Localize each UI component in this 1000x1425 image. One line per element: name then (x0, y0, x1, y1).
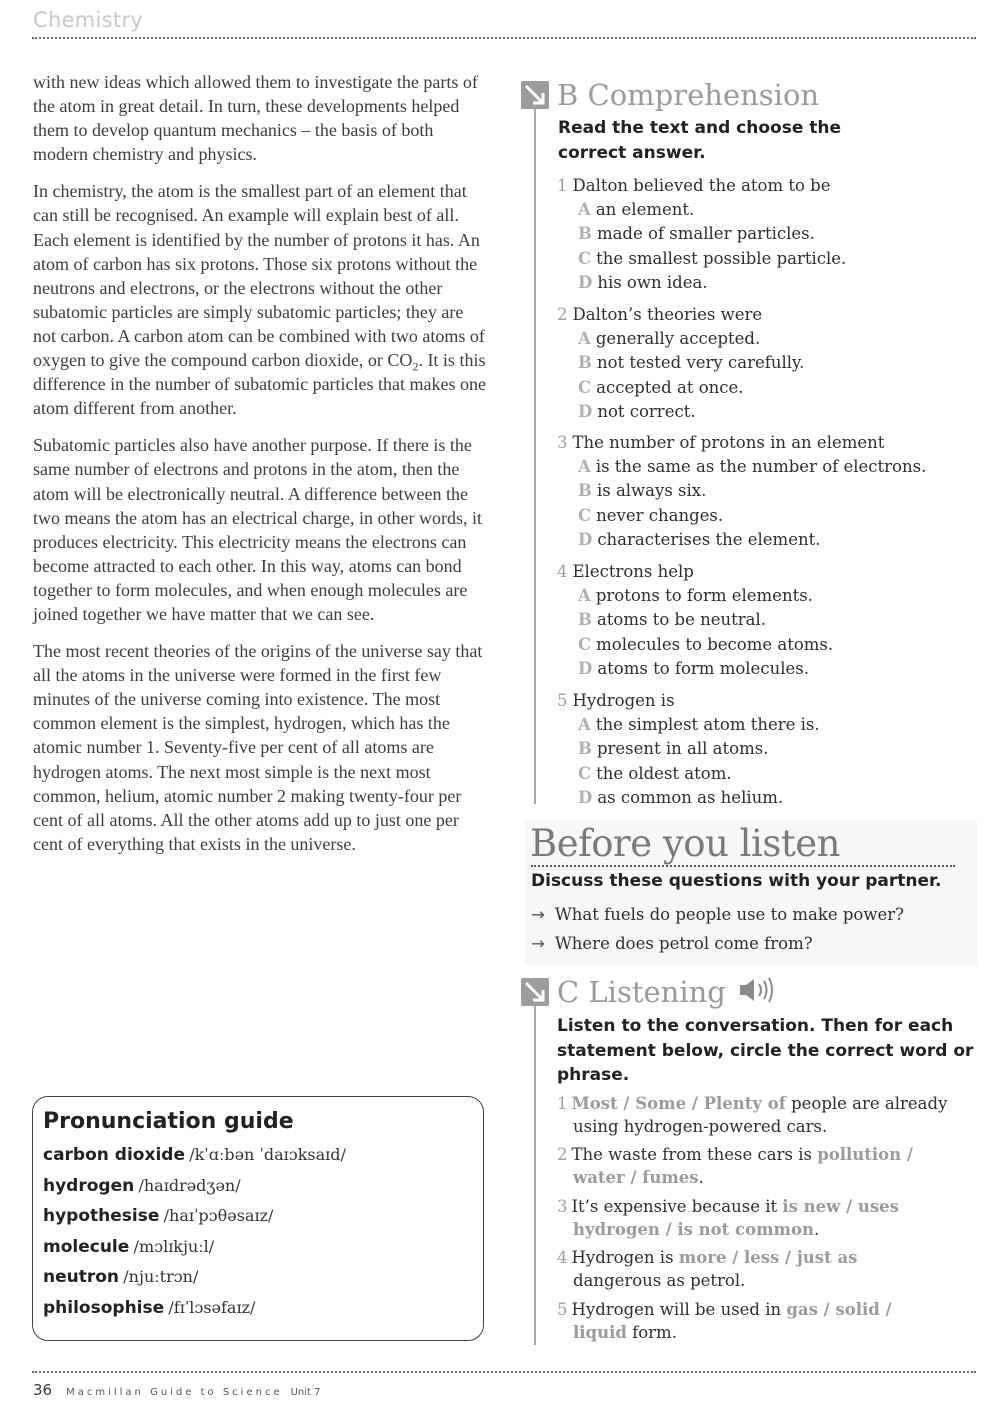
answer-option[interactable] (557, 786, 820, 810)
answer-choices[interactable]: hydrogen / is not common (573, 1220, 815, 1239)
paragraph: Subatomic particles also have another purpose. If there is the same number of electrons and protons in the atom, then the atom will be electronically neutral. A difference between the two means the atom has an electrical charge, in other words, it produces electricity. This electricity means the electrons can become attracted to each other. In this way, atoms can bond together to form molecules, and when enough molecules are joined together we have matter that we can see. (33, 435, 483, 624)
option-text: generally accepted. (595, 329, 761, 349)
comprehension-heading (521, 78, 819, 112)
entry-word: neutron (43, 1267, 120, 1288)
unit-label: Unit 7 (290, 1387, 321, 1398)
item-text: form. (626, 1323, 677, 1342)
item-number: 1 (557, 1094, 568, 1113)
option-text: is the same as the number of electrons. (595, 457, 927, 477)
option-text: accepted at once. (596, 377, 744, 397)
speaker-icon[interactable] (738, 975, 780, 1009)
answer-option[interactable] (557, 737, 820, 761)
question-stem: Hydrogen is (572, 691, 675, 710)
discussion-question (531, 905, 904, 924)
item-text: Hydrogen is (571, 1248, 679, 1267)
answer-option[interactable] (557, 376, 804, 400)
option-text: the simplest atom there is. (595, 715, 820, 735)
item-text: . (814, 1220, 820, 1239)
answer-option[interactable] (557, 713, 820, 737)
section-vertical-rule (534, 1005, 536, 1345)
answer-option[interactable] (557, 198, 846, 222)
answer-choices[interactable]: water / fumes (573, 1168, 699, 1187)
section-arrow-icon (521, 978, 549, 1006)
answer-option[interactable] (557, 657, 833, 681)
option-letter: D (578, 529, 593, 549)
option-text: atoms to form molecules. (597, 658, 809, 678)
question-stem: The number of protons in an element (572, 433, 885, 452)
question-4 (557, 560, 833, 681)
page-number: 36 (33, 1381, 53, 1399)
page-footer (33, 1381, 321, 1399)
option-text: the oldest atom. (596, 763, 732, 783)
listening-item-1 (557, 1092, 977, 1138)
option-letter: D (578, 272, 593, 292)
entry-word: hypothesise (43, 1206, 160, 1227)
section-vertical-rule (534, 106, 536, 804)
item-text: It’s expensive because it (571, 1197, 783, 1216)
item-number: 3 (557, 1197, 568, 1216)
before-listen-title: Before you listen (530, 822, 840, 865)
item-continuation (557, 1115, 977, 1138)
entry-word: hydrogen (43, 1175, 135, 1196)
item-text: . (698, 1168, 704, 1187)
answer-option[interactable] (557, 455, 926, 479)
paragraph: with new ideas which allowed them to investigate the parts of the atom in great detail. In turn, these developments helped them to develop quantum mechanics – the basis of both modern chemistry and physics. (33, 72, 478, 165)
question-number: 3 (557, 433, 568, 452)
item-continuation (557, 1166, 977, 1189)
entry-ipa: /mɔlɪkjuːl/ (133, 1236, 215, 1256)
discussion-question (531, 934, 813, 953)
book-title: Macmillan Guide to Science (66, 1387, 283, 1398)
answer-option[interactable] (557, 222, 846, 246)
item-number: 2 (557, 1145, 568, 1164)
answer-option[interactable] (557, 608, 833, 632)
pronunciation-title: Pronunciation guide (43, 1109, 294, 1134)
item-continuation (557, 1218, 977, 1241)
question-number: 4 (557, 562, 568, 581)
answer-option[interactable] (557, 584, 833, 608)
comprehension-instruction: Read the text and choose the correct answer. (558, 118, 842, 163)
item-continuation (557, 1269, 977, 1292)
answer-choices[interactable]: Most / Some / Plenty of (571, 1094, 786, 1113)
entry-word: molecule (43, 1236, 130, 1257)
option-letter: A (578, 715, 591, 735)
entry-ipa: /haɪˈpɔθəsaɪz/ (163, 1206, 274, 1226)
answer-choices[interactable]: is new / uses (782, 1197, 899, 1216)
option-letter: D (578, 401, 593, 421)
answer-option[interactable] (557, 479, 926, 503)
question-stem: Dalton believed the atom to be (572, 176, 831, 195)
option-letter: B (578, 481, 592, 501)
option-letter: D (578, 787, 593, 807)
pronunciation-entry (43, 1171, 473, 1202)
answer-choices[interactable]: liquid (573, 1323, 627, 1342)
answer-option[interactable] (557, 351, 804, 375)
header-dotted-rule (32, 37, 976, 39)
option-letter: D (578, 658, 593, 678)
option-letter: B (578, 353, 592, 373)
item-number: 4 (557, 1248, 568, 1267)
chemical-formula (387, 350, 419, 374)
option-text: his own idea. (597, 272, 708, 292)
item-text: The waste from these cars is (571, 1145, 818, 1164)
option-text: molecules to become atoms. (596, 634, 834, 654)
question-3 (557, 431, 926, 552)
item-text: dangerous as petrol. (573, 1271, 746, 1290)
option-text: an element. (595, 200, 695, 220)
before-listen-instruction: Discuss these questions with your partner. (531, 871, 942, 891)
answer-option[interactable] (557, 762, 820, 786)
option-text: as common as helium. (597, 787, 784, 807)
question-text: What fuels do people use to make power? (554, 905, 904, 924)
option-letter: C (578, 248, 592, 268)
option-letter: C (578, 505, 592, 525)
paragraph (33, 179, 488, 420)
entry-ipa: /fɪˈlɔsəfaɪz/ (168, 1297, 256, 1317)
option-letter: B (578, 610, 592, 630)
section-title: C Listening (557, 975, 726, 1009)
option-letter: C (578, 763, 592, 783)
item-text: using hydrogen-powered cars. (573, 1117, 828, 1136)
option-text: made of smaller particles. (596, 224, 815, 244)
option-text: the smallest possible particle. (596, 248, 847, 268)
entry-ipa: /njuːtrɔn/ (123, 1267, 199, 1287)
option-letter: B (578, 739, 592, 759)
question-1 (557, 174, 846, 295)
listening-item-5 (557, 1298, 977, 1344)
question-stem: Dalton’s theories were (572, 305, 763, 324)
arrow-right-icon: → (531, 905, 545, 924)
answer-option[interactable] (557, 247, 846, 271)
pronunciation-entry (43, 1201, 473, 1232)
running-head: Chemistry (33, 8, 144, 32)
answer-option[interactable] (557, 271, 846, 295)
entry-ipa: /kˈɑːbən ˈdaɪɔksaɪd/ (189, 1145, 346, 1164)
answer-choices[interactable]: more / less / just as (678, 1248, 858, 1267)
option-text: atoms to be neutral. (596, 610, 766, 630)
pronunciation-entry (43, 1232, 473, 1263)
option-text: is always six. (596, 481, 707, 501)
option-letter: C (578, 634, 592, 654)
question-number: 1 (557, 176, 568, 195)
listening-item-3 (557, 1195, 977, 1241)
pronunciation-guide-box (32, 1096, 484, 1341)
reading-passage (33, 70, 488, 869)
listening-instruction: Listen to the conversation. Then for each statement below, circle the correct word or phrase. (557, 1016, 974, 1085)
pronunciation-entry (43, 1293, 473, 1324)
formula-base: CO (387, 350, 413, 371)
question-number: 2 (557, 305, 568, 324)
option-letter: C (578, 377, 592, 397)
answer-option[interactable] (557, 400, 804, 424)
item-text: people are already (785, 1094, 948, 1113)
option-letter: A (578, 329, 591, 349)
question-2 (557, 303, 804, 424)
option-text: not correct. (597, 401, 696, 421)
option-text: present in all atoms. (596, 739, 769, 759)
paragraph-text: . It is this difference in the number of subatomic particles that makes one atom different from another. (33, 350, 487, 419)
paragraph: The most recent theories of the origins of the universe say that all the atoms in the universe were formed in the first few minutes of the universe coming into existence. The most common element is the simplest, hydrogen, which has the atomic number 1. Seventy-five per cent of all atoms are hydrogen atoms. The next most simple is the next most common, helium, atomic number 2 making twenty-four per cent of all atoms. All the other atoms add up to just one per cent of everything that exists in the universe. (33, 641, 483, 854)
before-listen-dotted-rule (531, 865, 955, 867)
listening-heading (521, 975, 780, 1009)
listening-item-4 (557, 1246, 977, 1292)
option-letter: A (578, 586, 591, 606)
question-5 (557, 689, 820, 810)
answer-choices[interactable]: pollution / (817, 1145, 913, 1164)
listening-item-2 (557, 1143, 977, 1189)
formula-subscript: 2 (412, 359, 419, 374)
option-text: never changes. (596, 505, 724, 525)
option-letter: A (578, 200, 591, 220)
option-text: protons to form elements. (595, 586, 813, 606)
item-number: 5 (557, 1300, 568, 1319)
option-text: characterises the element. (597, 529, 821, 549)
answer-choices[interactable]: gas / solid / (786, 1300, 892, 1319)
section-title: B Comprehension (557, 78, 820, 112)
option-letter: A (578, 457, 591, 477)
question-stem: Electrons help (572, 562, 694, 581)
question-number: 5 (557, 691, 568, 710)
item-continuation (557, 1321, 977, 1344)
option-text: not tested very carefully. (596, 353, 805, 373)
option-letter: B (578, 224, 592, 244)
entry-word: carbon dioxide (43, 1145, 185, 1165)
answer-option[interactable] (557, 633, 833, 657)
answer-option[interactable] (557, 504, 926, 528)
entry-ipa: /haɪdrədʒən/ (138, 1175, 241, 1195)
section-arrow-icon (521, 81, 549, 109)
answer-option[interactable] (557, 327, 804, 351)
arrow-right-icon: → (531, 934, 545, 953)
pronunciation-entry (43, 1262, 473, 1293)
footer-dotted-rule (32, 1371, 976, 1373)
item-text: Hydrogen will be used in (571, 1300, 787, 1319)
paragraph-text: In chemistry, the atom is the smallest part of an element that can still be recognised. An example will explain best of all. Each element is identified by the number of protons it has. An atom of carbon has six protons. Those six protons without the neutrons and electrons, or the electrons without the other subatomic particles are simply subatomic particles; they are not carbon. A carbon atom can be combined with two atoms of oxygen to give the compound carbon dioxide, or (33, 181, 485, 371)
pronunciation-entry (43, 1140, 473, 1171)
question-text: Where does petrol come from? (554, 934, 813, 953)
entry-word: philosophise (43, 1297, 165, 1318)
answer-option[interactable] (557, 528, 926, 552)
